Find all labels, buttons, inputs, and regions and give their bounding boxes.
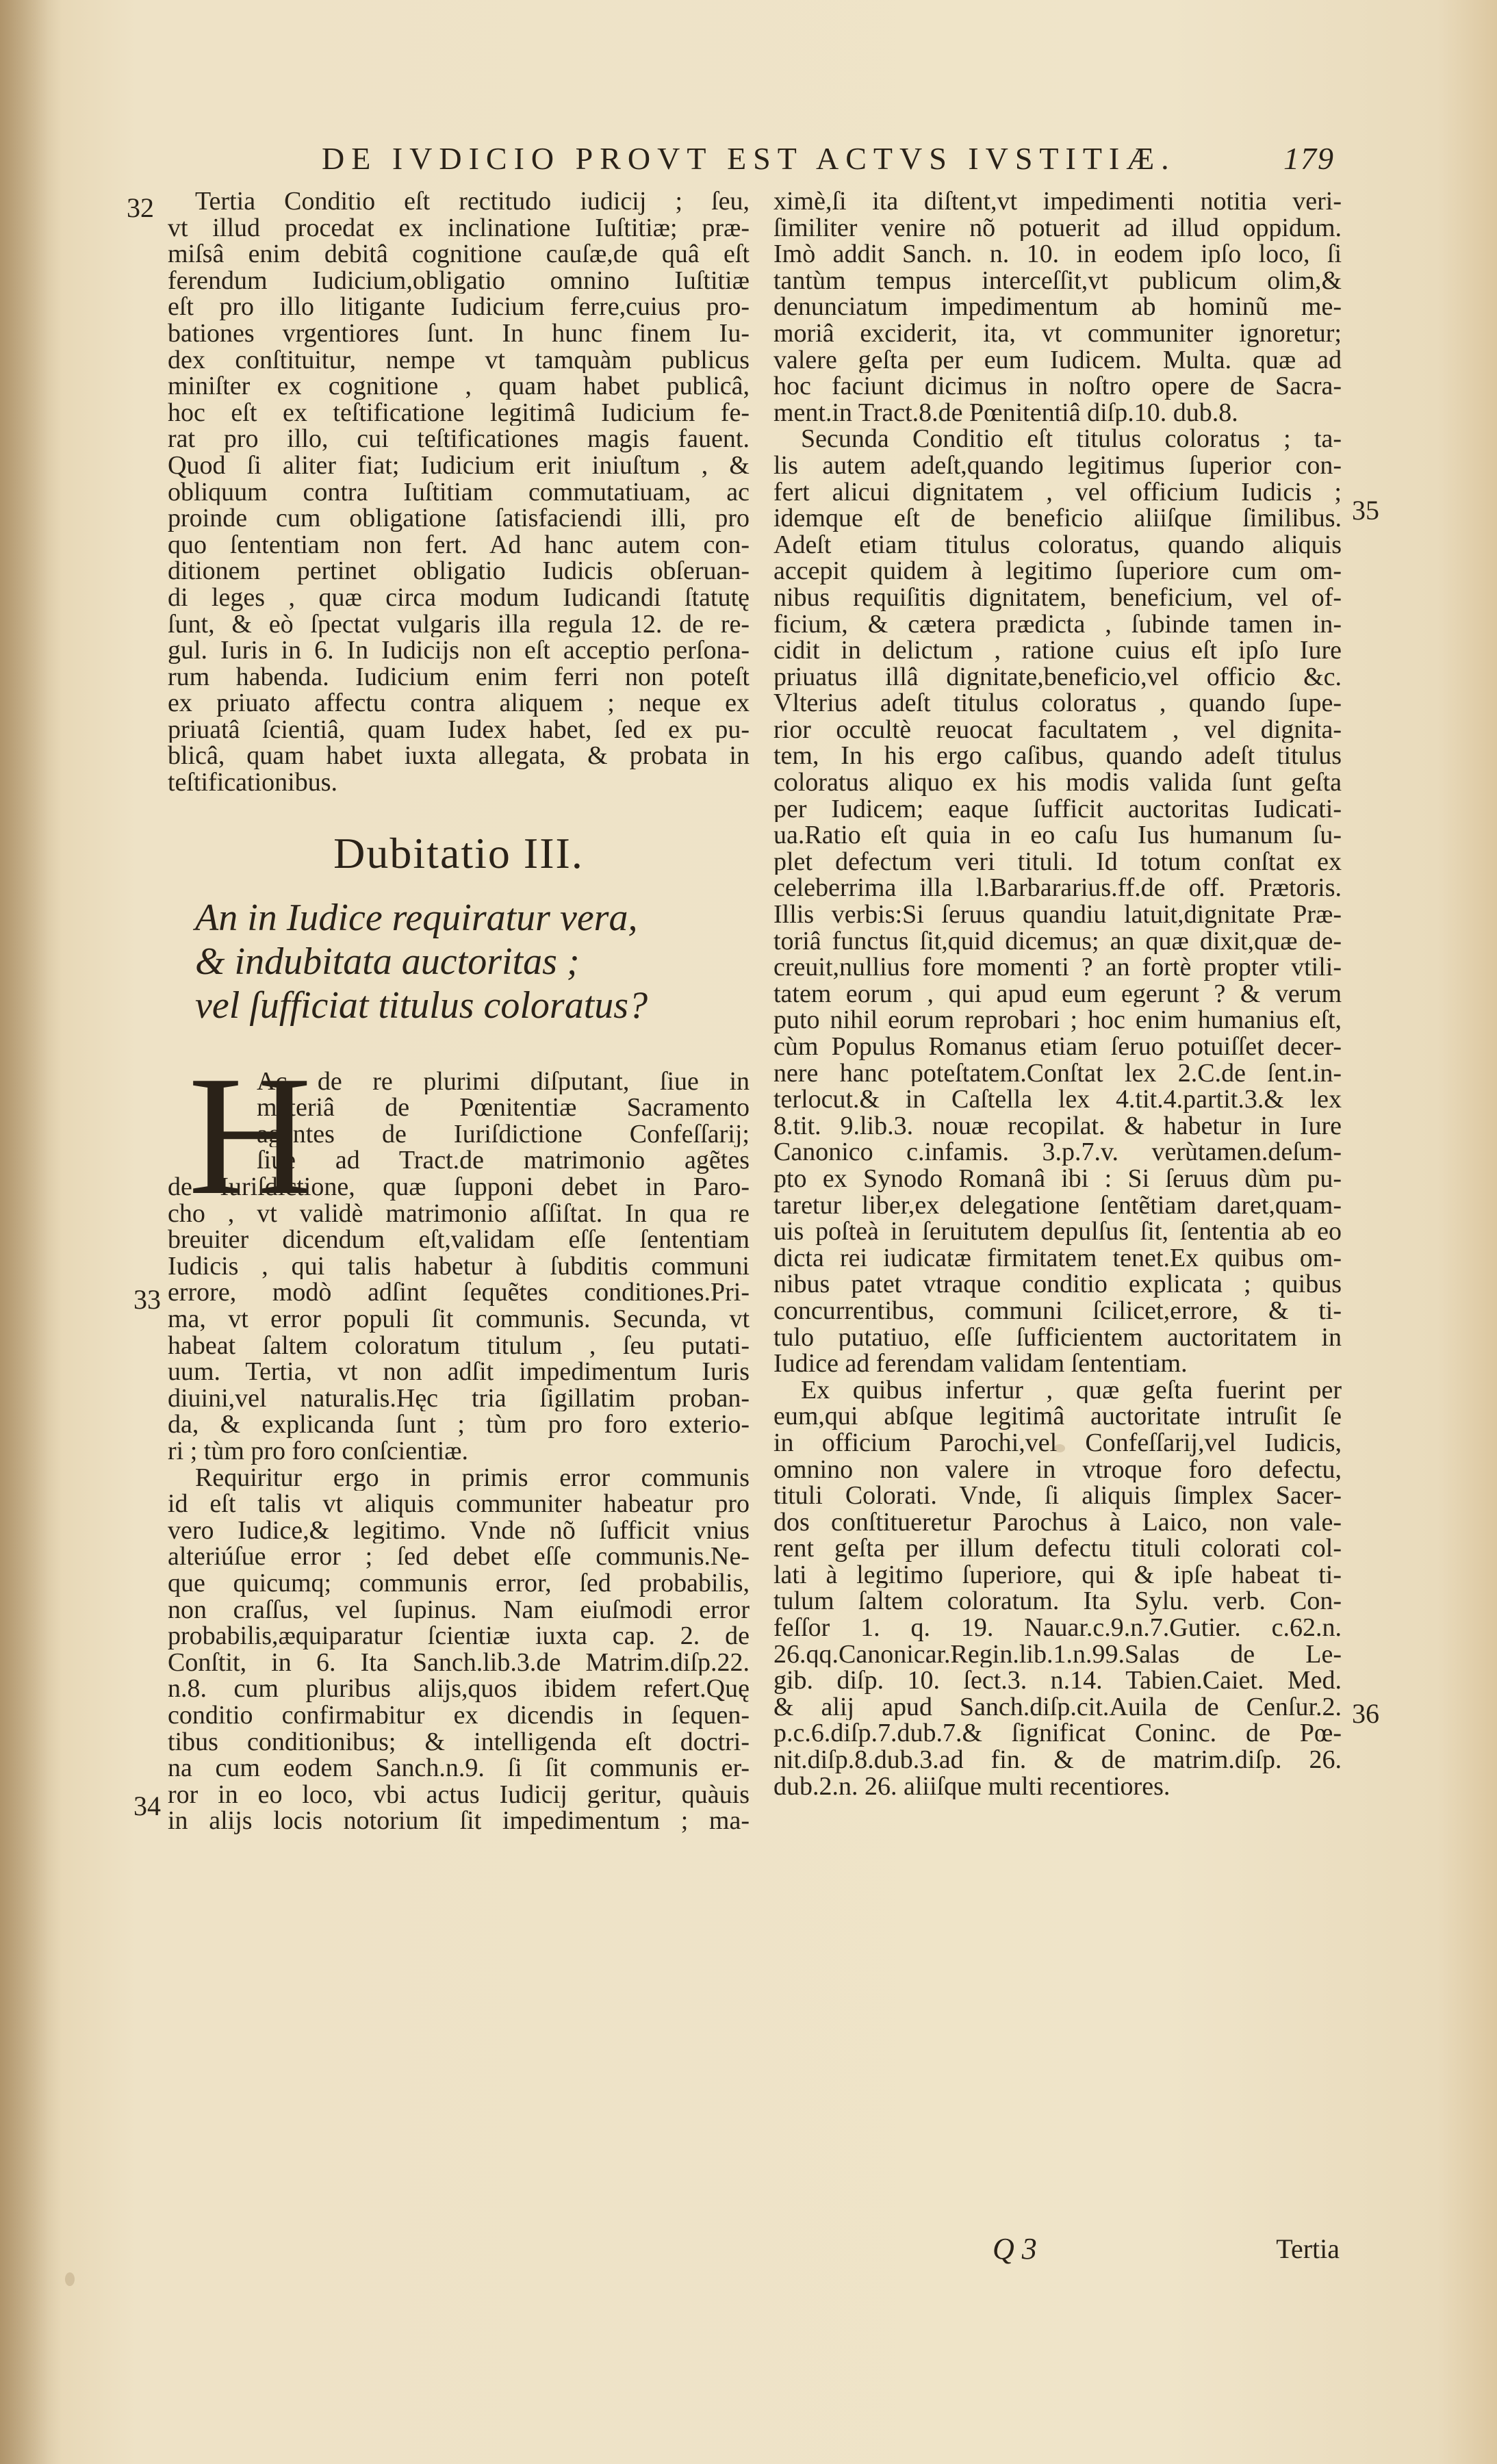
paragraph-34 [168,1465,750,1834]
text-line: conditio confirmabitur ex dicendis in ſequen- [168,1702,750,1729]
text-line: nit.diſp.8.dub.3.ad fin. & de matrim.diſp. 26. [773,1747,1342,1773]
text-line: ma, vt error populi ſit communis. Secunda, vt [168,1306,750,1333]
signature-mark: Q 3 [993,2232,1037,2266]
text-line: breuiter dicendum eſt,validam eſſe ſententiam [168,1227,750,1253]
paragraph-32 [168,188,750,796]
text-line: p.c.6.diſp.7.dub.7.& ſignificat Coninc. de Pœ- [773,1720,1342,1747]
text-line: ferendum Iudicium,obligatio omnino Iuſtitiæ [168,267,750,294]
text-line: na cum eodem Sanch.n.9. ſi ſit communis er- [168,1755,750,1782]
text-line: cùm Populus Romanus etiam ſeruo potuiſſet decer- [773,1034,1342,1060]
text-line: & indubitata auctoritas ; [195,940,580,983]
text-line: non craſſus, vel ſupinus. Nam eiuſmodi error [168,1596,750,1624]
text-line: feſſor 1. q. 19. Nauar.c.9.n.7.Gutier. c.62.n. [773,1615,1342,1641]
text-line: concurrentibus, communi ſcilicet,errore, & ti- [773,1297,1342,1324]
text-line: Adeſt etiam titulus coloratus, quando aliquis [773,531,1342,559]
text-line: hoc faciunt dicimus in noſtro opere de Sacra- [773,373,1342,400]
text-line: ex priuato affectu contra aliquem ; neque ex [168,690,750,717]
text-line: Conſtit, in 6. Ita Sanch.lib.3.de Matrim.diſp.22. [168,1649,750,1676]
text-line: habeat ſaltem coloratum titulum , ſeu putati- [168,1332,750,1359]
text-line: tituli Colorati. Vnde, ſi aliquis ſimplex Sacer- [773,1483,1342,1509]
text-line: 26.qq.Canonicar.Regin.lib.1.n.99.Salas de Le- [773,1641,1342,1668]
text-line: di leges , quæ circa modum Iudicandi ſtatutę [168,584,750,611]
text-line: in officium Parochi,vel Confeſſarij,vel Iudicis, [773,1429,1342,1456]
margin-number-35: 35 [1352,495,1379,526]
text-line: in alijs locis notorium ſit impedimentum ; ma- [168,1808,750,1834]
text-line: gul. Iuris in 6. In Iudicijs non eſt acceptio perſona- [168,637,750,664]
text-line: moriâ exciderit, ita, vt communiter ignoretur; [773,320,1342,347]
text-line: toriâ functus ſit,quid dicemus; an quæ dixit,quæ de- [773,927,1342,955]
text-line: ua.Ratio eſt quia in eo caſu Ius humanum ſu- [773,822,1342,849]
text-line: dex conſtituitur, nempe vt tamquàm publicus [168,346,750,374]
text-line: An in Iudice requiratur vera, [195,896,638,939]
text-line: ſunt, & eò ſpectat vulgaris illa regula 12. de re- [168,611,750,638]
text-line: ri ; tùm pro foro conſcientiæ. [168,1437,469,1465]
text-line: agentes de Iuriſdictione Confeſſarij; [257,1120,750,1148]
text-line: rat pro illo, cui teſtificationes magis fauent. [168,426,750,452]
text-line: denunciatum impedimentum ab hominũ me- [773,294,1342,320]
text-line: idemque eſt de beneficio aliiſque ſimilibus. [773,505,1342,532]
paragraph-33 [168,1040,750,1465]
margin-number-34: 34 [133,1791,161,1821]
text-line: miniſter ex cognitione , quam habet publicâ, [168,373,750,400]
text-line: ditionem pertinet obligatio Iudicis obſeruan- [168,558,750,585]
text-line: cidit in delictum , ratione cuius eſt ipſo Iure [773,637,1342,664]
drop-cap: H [188,1040,312,1231]
text-line: errore, modò adſint ſequẽtes conditiones.Pri- [168,1279,750,1306]
text-line: proinde cum obligatione ſatisfaciendi illi, pro [168,505,750,532]
dubitatio-heading: Dubitatio III. [333,828,584,877]
right-column [773,188,1342,1799]
text-line: pto ex Synodo Romanâ ibi : Si ſeruus dùm pu- [773,1165,1342,1192]
paragraph-35 [773,426,1342,1376]
text-line: Imò addit Sanch. n. 10. in eodem ipſo loco, ſi [773,241,1342,268]
text-line: cho , vt validè matrimonio aſſiſtat. In qua re [168,1200,750,1227]
text-line: Quod ſi aliter fiat; Iudicium erit iniuſtum , & [168,452,750,479]
left-column [168,188,750,1834]
text-line: plet defectum veri tituli. Id totum conſtat ex [773,848,1342,875]
text-line: 8.tit. 9.lib.3. nouæ recopilat. & habetur in Iure [773,1112,1342,1140]
text-line: Ex quibus infertur , quæ geſta fuerint per [801,1376,1342,1404]
text-line: lati à legitimo ſuperiore, qui & ipſe habeat ti- [773,1561,1342,1589]
text-line: Ac de re plurimi diſputant, ſiue in [257,1068,750,1095]
text-line: dos conſtitueretur Parochus à Laico, non vale- [773,1509,1342,1536]
text-line: eum,qui abſque legitimâ auctoritate intruſit ſe [773,1403,1342,1430]
text-line: ſiue ad Tract.de matrimonio agẽtes [257,1147,750,1175]
text-line: ment.in Tract.8.de Pœnitentiâ diſp.10. dub.8. [773,399,1238,426]
gutter-shadow [0,0,62,2464]
margin-number-32: 32 [127,192,154,223]
text-line: miſsâ enim debitâ cognitione cauſæ,de quâ eſt [168,241,750,268]
text-line: obliquum contra Iuſtitiam commutatiuam, ac [168,478,750,506]
text-line: tem, In his ergo caſibus, quando adeſt titulus [773,743,1342,770]
text-line: Iudice ad ferendam validam ſententiam. [773,1350,1188,1377]
text-line: nere hanc poteſtatem.Conſtat lex 2.C.de ſent.in- [773,1060,1342,1087]
text-line: dub.2.n. 26. aliiſque multi recentiores. [773,1773,1170,1800]
text-line: dicta rei iudicatæ firmitatem tenet.Ex quibus om- [773,1244,1342,1272]
text-line: creuit,nullius fore momenti ? an fortè propter vtili- [773,954,1342,981]
text-line: uis poſteà in ſeruitutem depulſus ſit, ſententia ab eo [773,1218,1342,1245]
text-line: de Iuriſdictione, quæ ſupponi debet in Paro- [168,1174,750,1201]
text-line: vel ſufficiat titulus coloratus? [195,984,648,1027]
paragraph-continuation [773,188,1342,426]
text-line: priuatâ ſcientiâ, quam Iudex habet, ſed ex pu- [168,716,750,743]
text-line: da, & explicanda ſunt ; tùm pro foro exterio- [168,1411,750,1438]
text-line: ficium, & cætera prædicta , ſubinde tamen in- [773,611,1342,638]
text-line: fert alicui dignitatem , vel officium Iudicis ; [773,478,1342,506]
text-line: accepit quidem à legitimo ſuperiore cum om- [773,558,1342,585]
text-line: vt illud procedat ex inclinatione Iuſtitiæ; præ- [168,214,750,242]
text-line: Canonico c.infamis. 3.p.7.v. verùtamen.deſum- [773,1139,1342,1166]
text-line: Iudicis , qui talis habetur à ſubditis communi [168,1253,750,1280]
text-line: valere geſta per eum Iudicem. Multa. quæ ad [773,346,1342,374]
text-line: per Iudicem; eaque ſufficit auctoritas Iudicati- [773,795,1342,823]
text-line: Vlterius adeſt titulus coloratus , quando ſupe- [773,690,1342,717]
catchword: Tertia [1276,2233,1340,2264]
text-line: teſtificationibus. [168,769,338,796]
text-line: ximè,ſi ita diſtent,vt impedimenti notitia veri- [773,188,1342,215]
text-line: blicâ, quam habet iuxta allegata, & probata in [168,743,750,770]
text-line: rent geſta per illum defectu tituli colorati col- [773,1535,1342,1562]
text-line: tulo putatiuo, eſſe ſufficientem auctoritatem in [773,1324,1342,1351]
paper-stain [65,2272,75,2286]
text-line: Requiritur ergo in primis error communis [195,1464,750,1491]
text-line: ſimiliter venire nõ potuerit ad illud oppidum. [773,214,1342,242]
text-line: gib. diſp. 10. ſect.3. n.14. Tabien.Caiet. Med. [773,1667,1342,1694]
text-line: rum habenda. Iudicium enim ferri non poteſt [168,663,750,691]
text-line: coloratus aliquo ex his modis valida ſunt geſta [773,769,1342,796]
text-line: nibus requiſitis dignitatem, beneficium, vel of- [773,584,1342,611]
text-line: tibus conditionibus; & intelligenda eſt doctri- [168,1728,750,1756]
margin-number-36: 36 [1352,1698,1379,1729]
text-line: Secunda Conditio eſt titulus coloratus ; ta- [801,426,1342,452]
text-line: id eſt talis vt aliquis communiter habeatur pro [168,1491,750,1517]
paragraph-36 [773,1377,1342,1800]
text-line: tantùm tempus interceſſit,vt publicum olim,& [773,267,1342,294]
page-number: 179 [1283,141,1335,176]
text-line: priuatus illâ dignitate,beneficio,vel officio &c. [773,663,1342,691]
text-line: vero Iudice,& legitimo. Vnde nõ ſufficit vnius [168,1517,750,1544]
text-line: celeberrima illa l.Barbararius.ff.de off. Prætoris. [773,875,1342,902]
text-line: quo ſententiam non fert. Ad hanc autem con- [168,531,750,559]
text-line: Tertia Conditio eſt rectitudo iudicij ; ſeu, [195,188,750,215]
text-line: puto nihil eorum reprobari ; hoc enim humanius eſt, [773,1007,1342,1034]
margin-number-33: 33 [133,1284,161,1315]
running-title: DE IVDICIO PROVT EST ACTVS IVSTITIÆ. [322,141,1176,176]
text-line: ror in eo loco, vbi actus Iudicij geritur, quàuis [168,1781,750,1808]
text-line: materiâ de Pœnitentiæ Sacramento [257,1094,750,1121]
text-line: alteriúſue error ; ſed debet eſſe communis.Ne- [168,1543,750,1570]
text-line: uum. Tertia, vt non adſit impedimentum Iuris [168,1359,750,1385]
text-line: que quicumq; communis error, ſed probabilis, [168,1569,750,1597]
text-line: n.8. cum pluribus alijs,quos ibidem refert.Quę [168,1676,750,1702]
text-line: tatem eorum , qui apud eum egerunt ? & verum [773,980,1342,1008]
text-line: taretur liber,ex delegatione ſentẽtiam daret,quam- [773,1192,1342,1219]
text-line: eſt pro illo litigante Iudicium ferre,cuius pro- [168,294,750,320]
text-line: omnino non valere in vtroque foro defectu, [773,1456,1342,1483]
text-line: terlocut.& in Caſtella lex 4.tit.4.partit.3.& lex [773,1086,1342,1113]
text-line: lis autem adeſt,quando legitimus ſuperior con- [773,452,1342,479]
text-line: diuini,vel naturalis.Hęc tria ſigillatim proban- [168,1385,750,1412]
text-line: hoc eſt ex teſtificatione legitimâ Iudicium fe- [168,399,750,426]
question-title [168,896,750,1027]
text-line: nibus patet vtraque conditio explicata ; quibus [773,1271,1342,1298]
text-line: bationes vrgentiores ſunt. In hunc finem Iu- [168,320,750,347]
text-line: probabilis,æquiparatur ſcientiæ iuxta cap. 2. de [168,1623,750,1650]
text-line: & alij apud Sanch.diſp.cit.Auila de Cenſur.2. [773,1693,1342,1721]
running-header [322,140,1348,188]
text-line: rior occultè reuocat facultatem , vel dignita- [773,716,1342,743]
text-line: tulum ſaltem coloratum. Ita Sylu. verb. Con- [773,1588,1342,1615]
text-line: Illis verbis:Si ſeruus quandiu latuit,dignitate Præ- [773,901,1342,928]
